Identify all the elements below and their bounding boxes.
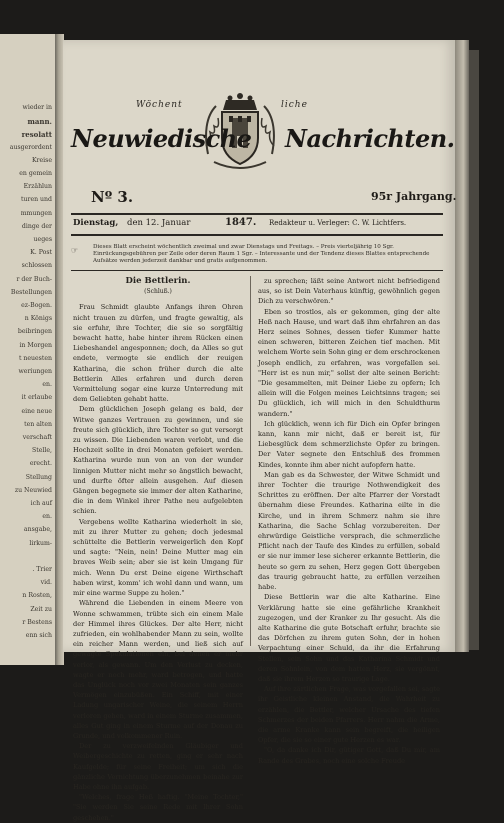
dateline-day: Dienstag, (73, 218, 119, 228)
masthead-small-left: Wöchent (136, 100, 183, 110)
back-page-line: en. (42, 513, 52, 521)
article-paragraph: Auf ihre zärtlichen Frage, was vorgefallen sei, sagte ihr Geistliche kleinen Anstand, die Wahrheit zu erzählen, die Bettler, welcher Ursache des tiefen Schmerzes der beiden Pfarrers. Herr nahm die Arme, die arme Kranke kann sein begreift, die heiligen Opfer, die sie so einer gute Herzen es war. (258, 685, 440, 745)
back-page-line: t neuesten (18, 354, 52, 362)
back-page-line: K. Post (30, 249, 52, 257)
back-page-line: erecht. (29, 460, 52, 468)
back-page-line: dinge der (21, 222, 52, 230)
article-paragraph: "O, da danke ich Dir, gütiger Gott, daß Du mir, am Rande des Grabes, noch eine solche Freude (258, 746, 440, 765)
back-page-line: Kreise (31, 156, 52, 164)
back-page-line: en. (42, 381, 52, 389)
back-page-line: weriungen (18, 368, 52, 375)
back-page-line: r Bestens (22, 618, 52, 626)
mid-rule (71, 234, 443, 236)
article-paragraph: Der zu verzweifelnden Gläubiger und Weibergeschichte zu retten, ging er sehr nach Kaufgelde; für seine Freiheit; um sich die gänzliche Vernichtung überzunehmen beinahe zur Habe ohne ihn aufgab. (73, 742, 243, 791)
article-paragraph: Eben so trostlos, als er gekommen, ging der alte Heß nach Hause, und wart daß ihm ehrfahren an das Herz seines Sohnes, dessen tiefer Kummer hatte einen schweren, bitteren Zeichen tief machen. Mit welchem Worte sein Sohn ging er dem erschrockenen Joseph endlich, zu erfahren, was vorgefallen sei. "Herr ist es nun mir," sollst der alte seinen Bericht: "Die gesammelten, mit Deiner Liebe zu opfern; Ich allein will die Folgen meines Leichtsinns tragen; sei Du glücklich, ich will mich in den Schuldthurm wandern." (258, 307, 440, 418)
back-page-line: Erzählun (23, 183, 52, 191)
article-subtitle: (Schluß.) (144, 288, 172, 296)
back-page-line: mann. (27, 117, 52, 127)
back-page-line: n Königs (24, 315, 52, 323)
back-page-line: vid. (40, 579, 52, 587)
dateline (73, 218, 445, 232)
article-column-left (73, 276, 243, 823)
back-page-line: lirkum- (29, 539, 52, 547)
back-page-line: Zeit zu (30, 605, 52, 613)
back-page-line: zu Neuwied (14, 486, 52, 494)
back-page-line: ausgerordent (9, 143, 52, 151)
masthead-title-right: Nachrichten. (285, 124, 455, 153)
back-page-line: Bestellungen (10, 288, 52, 296)
dateline-editor: Redakteur u. Verleger: C. W. Lichtfers. (269, 219, 407, 227)
subscription-notice (71, 244, 443, 266)
year-label: 95r Jahrgang. (371, 190, 457, 203)
top-rule (71, 213, 443, 215)
back-page-line: schlossen (21, 262, 52, 270)
page-edge (455, 40, 469, 652)
article-paragraph: zu sprechen; läßt seine Antwort nicht befriedigend aus, so ist Dein Vaterhaus künftig, gewöhnlich gegen Dich zu verschwören." (258, 277, 440, 306)
article-paragraph: Man gab es da Schwester, der Witwe Schmidt und ihrer Tochter die traurige Nothwendigkeit des Schrittes zu eröffnen. Der alte Pfarrer der Vorstadt übernahm diese Freundes. Katharina eilte in die Kirche, und in ihrem Schmerz nahm sie ihre Katharina, die Sache Schlag vorzubereiten. Der ehrwürdige Geistliche versprach, die schmerzliche Pflicht nach der Taufe des Kindes zu erfüllen, sobald er sie nur immer lese sicherer erkannte Bettlerin, die heute so gern zu sehen, Herz gegen Gott übergeben das traurig gebraucht hatte, zu erfüllen verzeihen habe. (258, 470, 440, 592)
back-page-line: . Trier (32, 566, 52, 573)
masthead-small-right: liche (281, 100, 308, 110)
back-page-line: r der Buch- (16, 275, 52, 283)
article-paragraph: Während die Liebenden in einem Meere von Wonne schwammen, trübte sich ein einem Male der Himmel ihres Glückes. Der alte Herr, nicht zufrieden, ein wohlhabender Mann zu sein, wollte ein reicher Mann werden, und ließ sich auf gewagte Spekulationen ein, bei denen er mehr verlor, als gewann. Um den Verlust zu decken, wagte er noch mehr, ward betrogen, und hatte das Unglück noch vor zwei Monaten sein ganzes Vermögen einzubüßen. Ein Schiff, mit einer Ladung ungarischer Weine, die seinem Herrn verloren gehen, ward in einem Sturme zusammen, alles Gut ging in einem Sturme auf der Donau zu Grunde, und volkommener Ruin. (73, 599, 243, 740)
article-paragraph: Frau Schmidt glaubte Anfangs ihren Ohren nicht trauen zu dürfen, und fragte gewaltig, als sie erfuhr, ihre Tochter, die sie so sorgfältig bewacht hatte, habe hinter ihrem Rücken einen Liebeshandel angesponnen; doch, da Alles so gut endete, vermogte sie endlich der reuigen Katharina, die schon früher durch die alte Bettlerin Alles erfahren und durch deren Vermittelung sogar eine kurze Unterredung mit dem Geliebten gehabt hatte. (73, 303, 243, 404)
back-page-line: ich auf (30, 500, 52, 507)
back-page-line: turen und (21, 196, 52, 204)
dateline-date: den 12. Januar (127, 218, 191, 228)
back-page-line: Stelle, (32, 447, 52, 455)
dateline-year: 1847. (225, 217, 257, 228)
article-paragraph: Vergebens wollte Katharina wiederholt in sie, mit zu ihrer Mutter zu gehen; doch jedesmal schüttelte die Bettlerin verweigerlich den Kopf und sagte: "Nein, nein! Deine Mutter mag ein braves Weib sein; aber sie ist kein Umgang für mich. Wenn Du erst Deine eigene Wirthschaft haben wirst, komm' ich wohl dann und wann, um mir eine warme Suppe zu holen." (73, 517, 243, 598)
back-page-line: wieder in (22, 104, 52, 111)
column-divider (250, 276, 251, 646)
back-page-line: enn sich (25, 632, 52, 639)
notice-rule (71, 270, 443, 271)
article-paragraph: Dem glücklichen Joseph gelang es bald, der Witwe ganzes Vertrauen zu gewinnen, und sie freute sich glücklich, ihre Tochter so gut versorgt zu wissen. Die Liebenden waren verlobt, und die Hochzeit sollte in drei Monaten gefeiert werden. Katharina wurde nun von an von der wunder linnigen Mutter nicht mehr so ängstlich bewacht, und durfte öfter allein ausgehen. Auf diesen Gängen begegnete sie immer der alten Katharine, die in dem Winkel ihrer Pathe neu aufgelebten schien. (73, 405, 243, 516)
back-page-line: ten alten (24, 420, 52, 428)
back-page-line: verschaft (22, 434, 52, 441)
back-page-line: ez-Bogen. (21, 302, 52, 309)
masthead-title-left: Neuwiedische (71, 124, 252, 153)
binding-edge (469, 50, 479, 650)
issue-number: Nº 3. (91, 188, 134, 206)
back-page-line: resolatt (21, 130, 52, 140)
back-page-line: ueges (33, 236, 52, 243)
back-page-line: en gemein (19, 170, 52, 177)
article-column-right (258, 276, 440, 766)
back-page-line: in Morgen (19, 341, 52, 349)
back-page-line: eine neue (21, 407, 52, 415)
article-paragraph: Ich glücklich, wenn ich für Dich ein Opfer bringen kann, kann mir nicht, daß er bereit ist, für Liebesglück dem schmerzlichste Opfer zu bringen. Der Vater segnete den Entschluß des frommen Kindes, konnte ihm aber nicht aufopfern hatte. (258, 419, 440, 469)
notice-text: Dieses Blatt erscheint wöchentlich zweimal und zwar Dienstags und Freitags. – Preis vierteljährig 10 Sgr. Einrückungsgebühren per Zeile oder deren Raum 1 Sgr. – Interessante und der Tendenz dieses Blattes entsprechende Aufsätze werden jederzeit dankbar und gratis aufgenommen. (93, 244, 430, 265)
back-page-line: beibringen (17, 328, 52, 336)
pointing-hand-icon: ☞ (71, 246, 79, 255)
back-page-line: n Rosten, (22, 592, 52, 600)
back-page-line: Stellung (25, 473, 52, 481)
back-page-line: mmungen (20, 209, 52, 217)
newspaper-page (63, 40, 457, 822)
article-title: Die Bettlerin. (125, 276, 191, 286)
article-paragraph: "Welches, frage Heß haftig. "Meine Tochter," "Sie werden Sie seine Rede mit Ihrer Sohn geschehen." (73, 793, 243, 822)
back-page (0, 34, 58, 665)
back-page-line: ansgabe, (23, 526, 52, 534)
article-paragraph: Diese Bettlerin war die alte Katharine. Eine Verklärung hatte sie eine gefährliche Krankheit zugezogen, und der Kranker zu Ihr gesucht. Als die alte Katharine die gute Botschaft erfuhr, brachte sie das Dörfchen zu ihrem guten Sohn, der in hohen Verpachtung einer Schuld, da ihr die Erfahrung Stellen, sein Sohn und das Katharina Schmidt und deren Sohnlein, von dem hatten Herz, sie vergönnt, daß sie ihrem Herzen so traurige Lage. (258, 593, 440, 683)
back-page-line: it erlaube (21, 394, 52, 402)
